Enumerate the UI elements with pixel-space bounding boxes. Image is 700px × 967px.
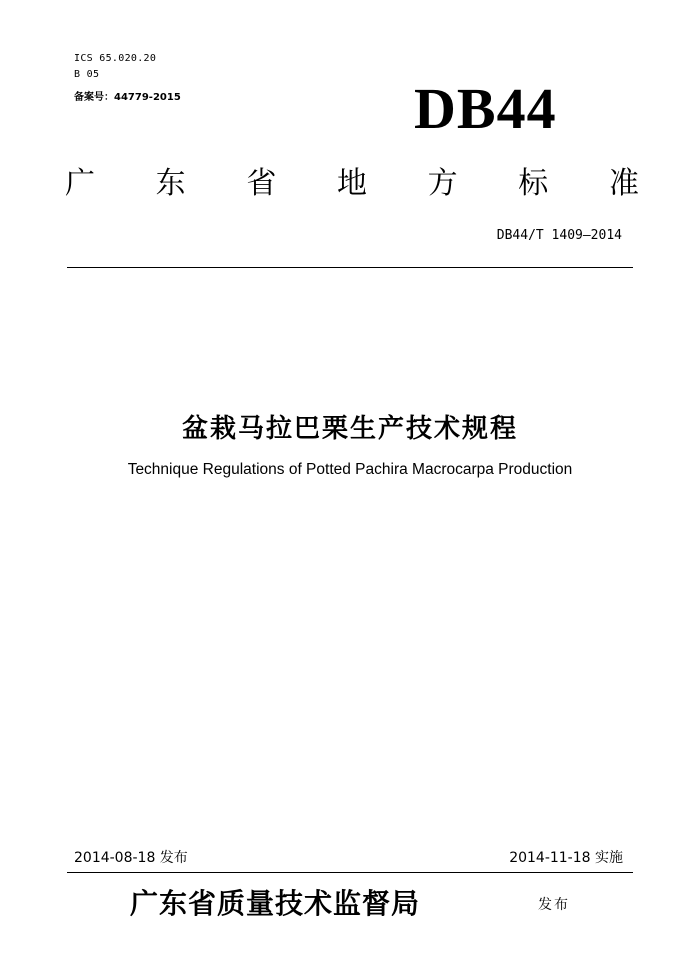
- title-chinese: 盆栽马拉巴栗生产技术规程: [181, 414, 518, 444]
- standard-type-char: 省: [246, 166, 277, 201]
- ics-code: ICS 65.020.20: [74, 53, 157, 64]
- title-english: Technique Regulations of Potted Pachira Macrocarpa Production: [127, 461, 573, 478]
- standard-type-heading: [62, 160, 642, 200]
- standard-type-char: 方: [427, 166, 458, 201]
- standard-type-char: 准: [608, 166, 639, 201]
- standard-type-char: 广: [65, 166, 95, 201]
- standard-type-char: 地: [336, 166, 367, 201]
- publish-date: 2014-08-18 发布: [74, 850, 188, 866]
- ccs-code: B 05: [74, 69, 100, 80]
- top-divider: [67, 267, 633, 268]
- standard-number: DB44/T 1409—2014: [496, 228, 622, 243]
- standard-type-char: 标: [518, 166, 549, 201]
- standard-type-char: 东: [155, 166, 186, 201]
- issuer-name: 广东省质量技术监督局: [130, 887, 421, 920]
- issuer-suffix: 发布: [538, 897, 570, 913]
- bottom-divider: [67, 872, 633, 873]
- record-number: 备案号：44779-2015: [74, 92, 181, 103]
- implement-date: 2014-11-18 实施: [509, 850, 623, 866]
- standard-code-logo: DB44: [414, 76, 557, 141]
